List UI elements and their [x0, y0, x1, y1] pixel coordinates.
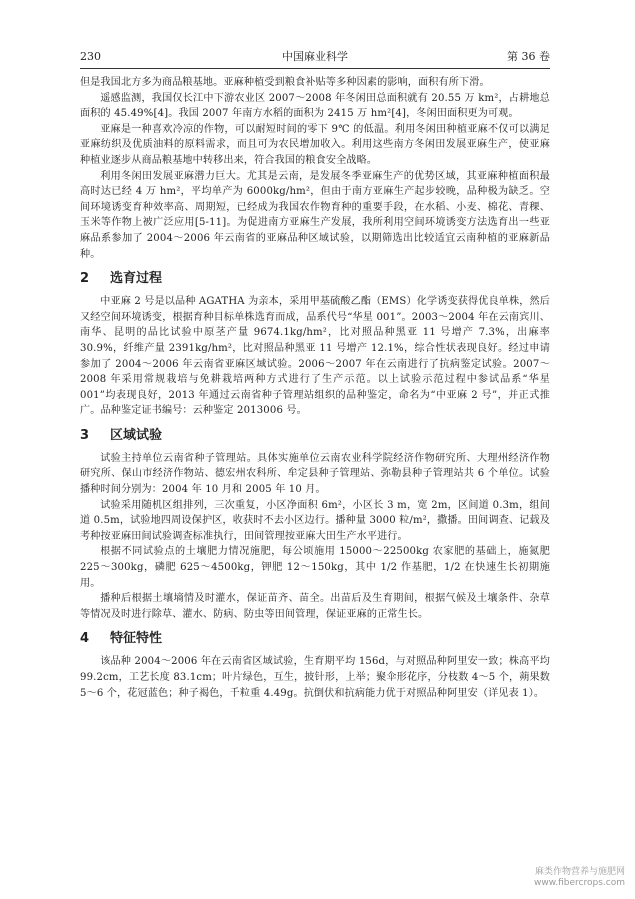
article-body [80, 75, 550, 701]
section-heading-regional-trial [80, 426, 550, 446]
paragraph: 亚麻是一种喜欢冷凉的作物，可以耐短时间的零下 9℃ 的低温。利用冬闲田种植亚麻不仅可以满足亚麻纺织及优质油料的原料需求，而且可为农民增加收入。利用这些南方冬闲田发展亚麻生产，使亚麻种植业逐步从商品粮基地中转移出来，符合我国的粮食安全战略。 [80, 123, 550, 166]
section-title: 选育过程 [110, 271, 163, 287]
paragraph: 该品种 2004～2006 年在云南省区域试验，生育期平均 156d，与对照品种阿里安一致；株高平均 99.2cm，工艺长度 83.1cm；叶片绿色，互生，披针形，上举；聚伞形花序，分枝数 4～5 个，蒴果数 5～6 个，花冠蓝色；种子褐色，千粒重 4.49g。抗倒伏和抗病能力优于对照品种阿里安（详见表 1）。 [80, 656, 550, 699]
running-header [80, 48, 550, 66]
journal-title: 中国麻业科学 [282, 50, 348, 63]
watermark [534, 867, 625, 889]
page-number: 230 [80, 50, 101, 63]
paragraph: 但是我国北方多为商品粮基地。亚麻种植受到粮食补贴等多种因素的影响，面积有所下滑。 [80, 77, 490, 88]
paragraph: 利用冬闲田发展亚麻潜力巨大。尤其是云南，是发展冬季亚麻生产的优势区域，其亚麻种植面积最高时达已经 4 万 hm²，平均单产为 6000kg/hm²，但由于南方亚麻生产起步较晚，品种极为缺乏。空间环境诱变育种效率高、周期短，已经成为我国农作物育种的重要手段，在水稻、小麦、棉花、青稞、玉米等作物上被广泛应用[5-11]。为促进南方亚麻生产发展，我所利用空间环境诱变方法选育出一些亚麻品系参加了 2004～2006 年云南省的亚麻品种区域试验，以期筛选出比较适宜云南种植的亚麻新品种。 [80, 170, 550, 260]
paragraph: 试验采用随机区组排列，三次重复，小区净面积 6m²，小区长 3 m，宽 2m，区间道 0.3m，组间道 0.5m，试验地四周设保护区，收获时不去小区边行。播种量 3000 粒/m²，撒播。田间调查、记载及考种按亚麻田间试验调查标准执行，田间管理按亚麻大田生产水平进行。 [80, 499, 550, 542]
paragraph: 遥感监测，我国仅长江中下游农业区 2007～2008 年冬闲田总面积就有 20.55 万 km²，占耕地总面积的 45.49%[4]。我国 2007 年南方水稻的面积为 2415 万 hm²[4]，冬闲田面积更为可观。 [80, 92, 550, 120]
section-number: 4 [80, 631, 90, 647]
section-title: 区域试验 [110, 427, 163, 443]
header-rule [80, 68, 550, 69]
volume-label: 第 36 卷 [507, 50, 550, 63]
section-heading-breeding [80, 269, 550, 289]
paragraph: 中亚麻 2 号是以品种 AGATHA 为亲本，采用甲基硫酸乙酯（EMS）化学诱变获得优良单株，然后又经空间环境诱变，根据育种目标单株选育而成，品系代号“华星 001”。2003～2004 年在云南宾川、南华、昆明的品比试验中原茎产量 9674.1kg/hm²，比对照品种黑亚 11 号增产 7.3%，出麻率 30.9%，纤维产量 2391kg/hm²，比对照品种黑亚 11 号增产 12.1%，综合性状表现良好。经过申请参加了 2004～2006 年云南省亚麻区域试验。2006～2007 年在云南进行了抗病鉴定试验。2007～2008 年采用常规栽培与免耕栽培两种方式进行了生产示范。以上试验示范过程中参试品系“华星 001”均表现良好，2013 年通过云南省种子管理站组织的品种鉴定，命名为“中亚麻 2 号”，并正式推广。品种鉴定证书编号：云种鉴定 2013006 号。 [80, 296, 550, 417]
paragraph: 播种后根据土壤墒情及时灌水，保证苗齐、苗全。出苗后及生育期间，根据气候及土壤条件、杂草等情况及时进行除草、灌水、防病、防虫等田间管理，保证亚麻的正常生长。 [80, 593, 550, 620]
watermark-site-name: 麻类作物营养与施肥网 [534, 867, 625, 877]
section-title: 特征特性 [110, 631, 163, 647]
section-number: 3 [80, 427, 90, 443]
watermark-url: www.fibercrops.com [534, 878, 625, 888]
section-number: 2 [80, 271, 90, 287]
paragraph: 试验主持单位云南省种子管理站。具体实施单位云南农业科学院经济作物研究所、大理州经济作物研究所、保山市经济作物站、德宏州农科所、牟定县种子管理站、弥勒县种子管理站共 6 个单位。试验播种时间分别为：2004 年 10 月和 2005 年 10 月。 [80, 452, 550, 496]
paragraph: 根据不同试验点的土壤肥力情况施肥，每公顷施用 15000～22500kg 农家肥的基础上，施氮肥 225～300kg，磷肥 625～4500kg，钾肥 12～150kg，其中 1/2 作基肥，1/2 在快速生长初期施用。 [80, 546, 550, 589]
section-heading-characteristics [80, 629, 550, 649]
